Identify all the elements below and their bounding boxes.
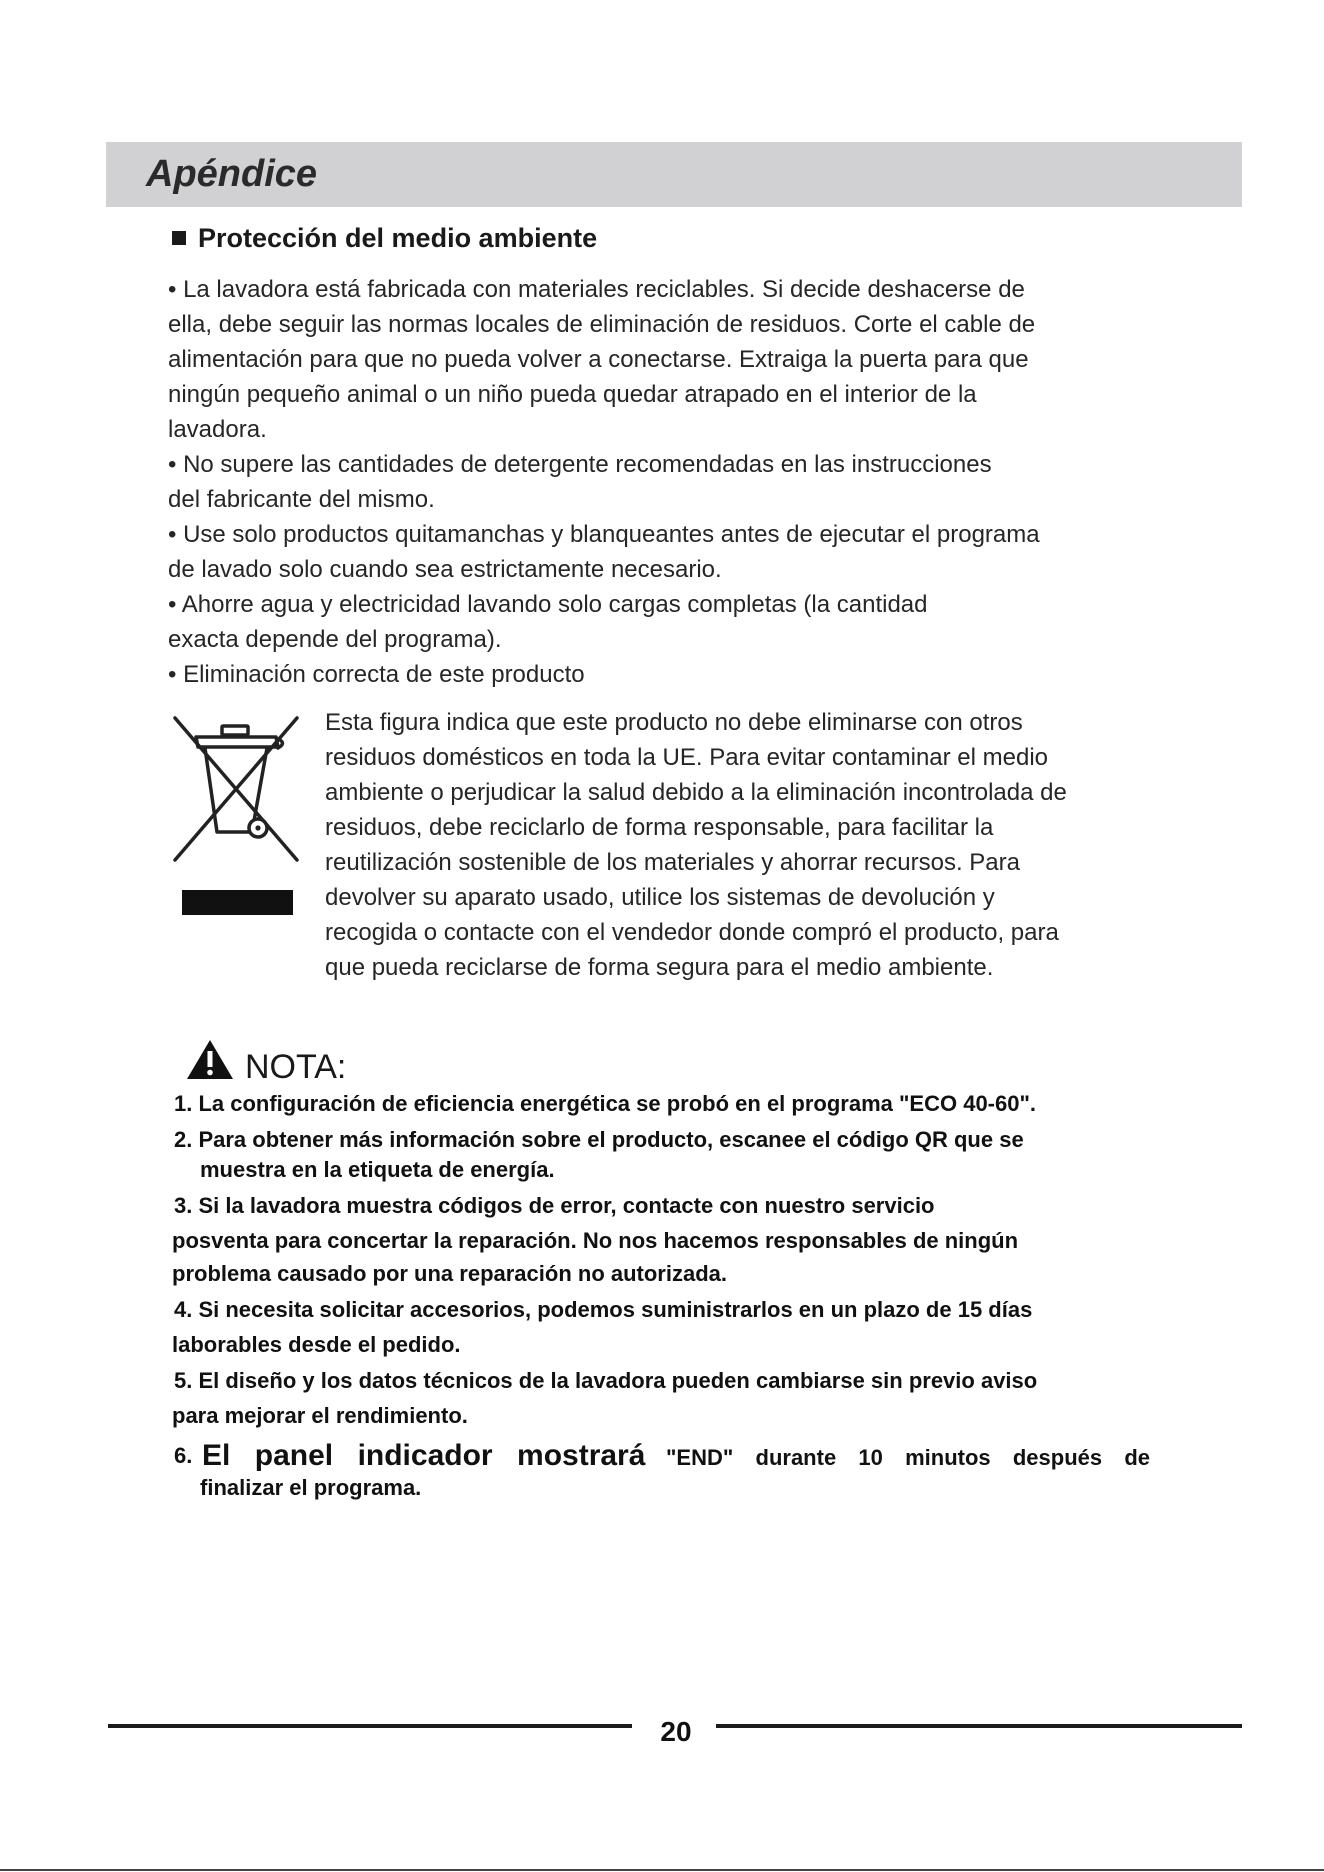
note-item-6-emphasis: El panel indicador mostrará [202, 1439, 646, 1472]
note-title: NOTA: [245, 1048, 347, 1086]
text-line: que pueda reciclarse de forma segura para el medio ambiente. [325, 954, 994, 981]
note-item-4-continuation: laborables desde el pedido. [172, 1332, 461, 1357]
square-bullet-icon [172, 231, 186, 245]
text-line: lavadora. [168, 416, 267, 443]
text-line: residuos, debe reciclarlo de forma responsable, para facilitar la [325, 814, 994, 841]
environment-paragraphs [168, 272, 1040, 692]
note-item-6-continuation: finalizar el programa. [200, 1475, 422, 1500]
note-item-3: 3. Si la lavadora muestra códigos de error, contacte con nuestro servicio [174, 1193, 935, 1218]
warning-icon [186, 1039, 234, 1080]
text-line: • Eliminación correcta de este producto [168, 661, 585, 688]
text-line: de lavado solo cuando sea estrictamente necesario. [168, 556, 722, 583]
note-item-6-number: 6. [174, 1443, 193, 1468]
text-line: residuos domésticos en toda la UE. Para evitar contaminar el medio [325, 744, 1049, 771]
appendix-header-bar [106, 142, 1242, 207]
note-item-3-continuation: posventa para concertar la reparación. No nos hacemos responsables de ningún [172, 1228, 1019, 1253]
note-item-5: 5. El diseño y los datos técnicos de la lavadora pueden cambiarse sin previo aviso [174, 1368, 1038, 1393]
note-item-4: 4. Si necesita solicitar accesorios, podemos suministrarlos en un plazo de 15 días [174, 1297, 1033, 1322]
note-item-2-continuation: muestra en la etiqueta de energía. [200, 1157, 555, 1182]
text-line: exacta depende del programa). [168, 626, 502, 653]
footer-rule-left [108, 1724, 632, 1728]
text-line: alimentación para que no pueda volver a conectarse. Extraiga la puerta para que [168, 346, 1029, 373]
text-line: reutilización sostenible de los materiales y ahorrar recursos. Para [325, 849, 1020, 876]
note-item-1: 1. La configuración de eficiencia energética se probó en el programa "ECO 40-60". [174, 1091, 1037, 1116]
page-number: 20 [660, 1716, 692, 1747]
note-item-6-rest: "END" durante 10 minutos después de [665, 1445, 1150, 1470]
text-line: • No supere las cantidades de detergente recomendadas en las instrucciones [168, 451, 992, 478]
bottom-edge-line [0, 1869, 1324, 1871]
text-line: del fabricante del mismo. [168, 486, 435, 513]
text-line: ningún pequeño animal o un niño pueda quedar atrapado en el interior de la [168, 381, 977, 408]
text-line: recogida o contacte con el vendedor donde compró el producto, para [325, 919, 1059, 946]
note-item-3-continuation: problema causado por una reparación no autorizada. [172, 1261, 728, 1286]
disposal-paragraph [325, 705, 1067, 985]
text-line: devolver su aparato usado, utilice los sistemas de devolución y [325, 884, 995, 911]
page-title: Apéndice [146, 153, 318, 195]
note-item-2: 2. Para obtener más información sobre el producto, escanee el código QR que se [174, 1127, 1024, 1152]
text-line: • Ahorre agua y electricidad lavando solo cargas completas (la cantidad [168, 591, 928, 618]
text-line: ella, debe seguir las normas locales de eliminación de residuos. Corte el cable de [168, 311, 1036, 338]
crossed-out-wheelie-bin-icon [172, 714, 300, 864]
footer-rule-right [716, 1724, 1242, 1728]
text-line: ambiente o perjudicar la salud debido a la eliminación incontrolada de [325, 779, 1067, 806]
disposal-black-bar [182, 890, 293, 915]
section-heading [172, 221, 597, 255]
text-line: • Use solo productos quitamanchas y blanqueantes antes de ejecutar el programa [168, 521, 1040, 548]
text-line: • La lavadora está fabricada con materiales reciclables. Si decide deshacerse de [168, 276, 1025, 303]
text-line: Esta figura indica que este producto no debe eliminarse con otros [325, 709, 1023, 736]
note-item-5-continuation: para mejorar el rendimiento. [172, 1403, 468, 1428]
section-heading-text: Protección del medio ambiente [198, 222, 598, 253]
